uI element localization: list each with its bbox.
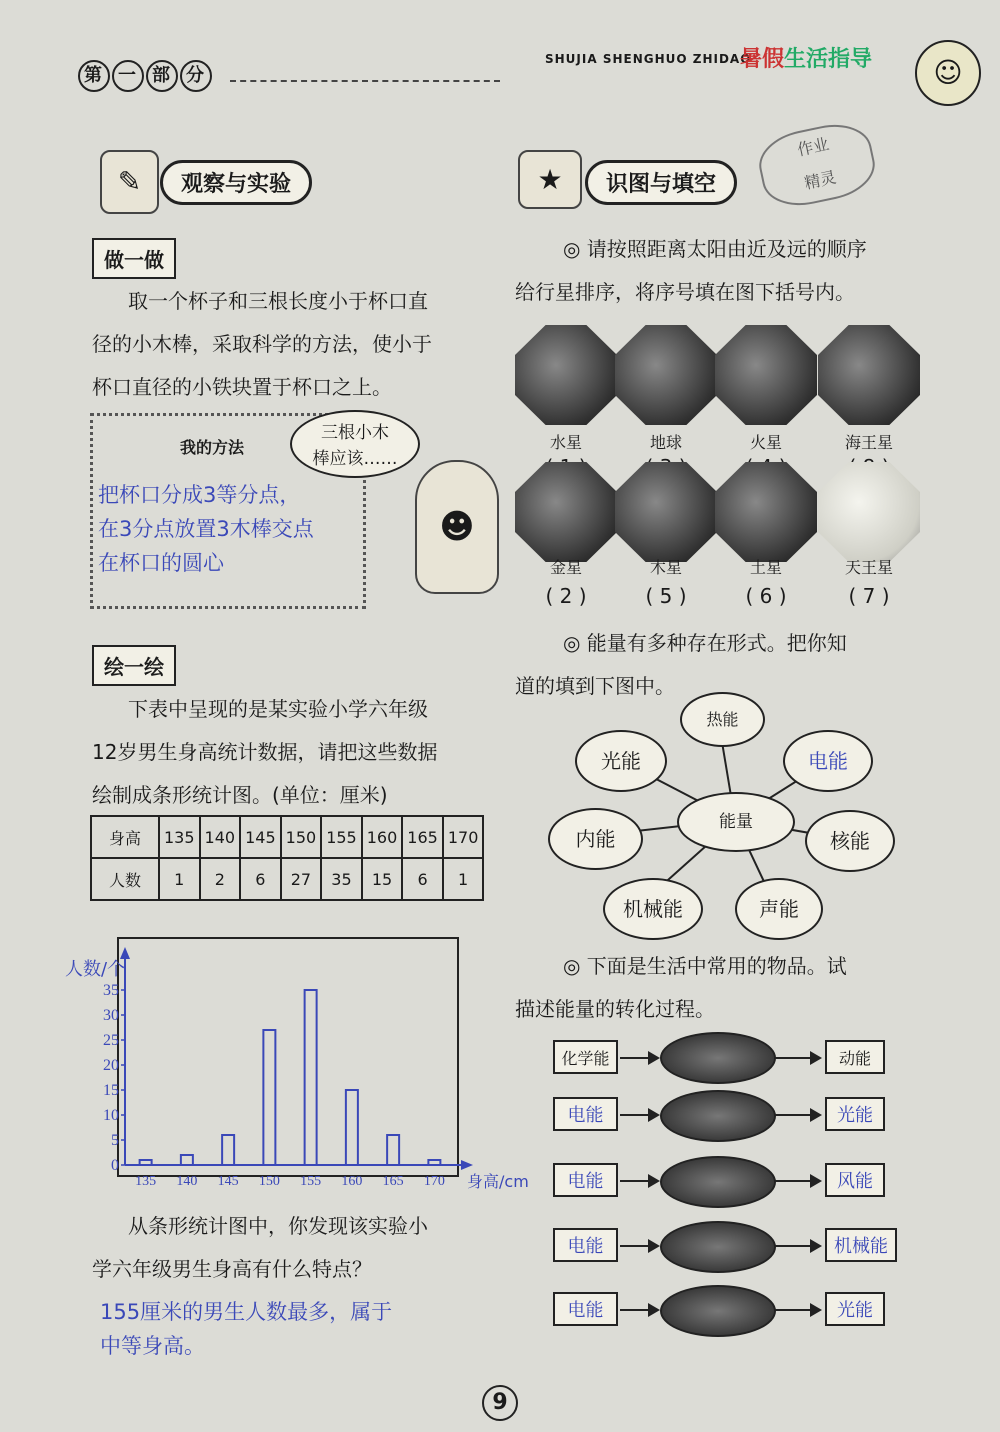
arrow-icon: [620, 1057, 658, 1059]
q3-text: ◎ 下面是生活中常用的物品。试 描述能量的转化过程。: [515, 954, 847, 1021]
table-row: [91, 858, 483, 900]
table-cell: 150: [281, 816, 322, 858]
chart-bar: [181, 1155, 193, 1165]
planet-name: 火星: [749, 433, 782, 452]
chart-bar: [222, 1135, 234, 1165]
chart-y-arrow-icon: [120, 947, 130, 959]
student-figure-icon: ✎: [100, 150, 159, 214]
section-title-right: 识图与填空: [585, 160, 737, 205]
arrow-icon: [775, 1309, 820, 1311]
arrow-icon: [620, 1245, 658, 1247]
speech-bubble: 三根小木 棒应该……: [290, 410, 420, 478]
table-cell: 160: [362, 816, 403, 858]
header-brand: [740, 42, 872, 73]
conversion-source: 电能: [553, 1228, 618, 1262]
header-divider: [230, 80, 500, 82]
electric-bike-icon: [660, 1221, 776, 1273]
chart-y-tick-label: 15: [103, 1082, 119, 1099]
planet-name: 金星: [549, 558, 582, 577]
table-cell: 170: [443, 816, 484, 858]
table-cell: 1: [443, 858, 484, 900]
chart-y-tick-label: 25: [103, 1032, 119, 1049]
energy-node: 内能: [548, 808, 643, 870]
planet-order: ( 5 ): [645, 584, 687, 608]
planet-name: 木星: [649, 558, 682, 577]
planet-name: 水星: [549, 433, 582, 452]
conversion-source: 化学能: [553, 1040, 618, 1074]
energy-node: 核能: [805, 810, 895, 872]
table-cell: 15: [362, 858, 403, 900]
answer-text: 155厘米的男生人数最多，属于 中等身高。: [100, 1300, 393, 1358]
chart-frame: [118, 938, 458, 1176]
chart-bar: [387, 1135, 399, 1165]
chart-x-tick-label: 140: [176, 1174, 198, 1189]
arrow-icon: [620, 1180, 658, 1182]
header-pinyin: SHUJIA SHENGHUO ZHIDAO: [545, 52, 752, 66]
chart-y-tick-label: 0: [111, 1157, 119, 1174]
chart-bar: [346, 1090, 358, 1165]
method-answer: 把杯口分成3等分点， 在3分点放置3木棒交点 在杯口的圆心: [98, 483, 314, 575]
chart-y-tick-label: 30: [103, 1007, 119, 1024]
table-cell: 35: [321, 858, 362, 900]
television-icon: [660, 1285, 776, 1337]
do-title: 做一做: [92, 238, 176, 279]
conversion-target: 动能: [825, 1040, 885, 1074]
table-cell: 27: [281, 858, 322, 900]
boy-cartoon-icon: ☻: [415, 460, 499, 594]
chart-x-tick-label: 135: [135, 1174, 157, 1189]
chart-y-tick-label: 35: [103, 982, 119, 999]
chart-bar: [140, 1160, 152, 1165]
hair-dryer-icon: [660, 1156, 776, 1208]
q1-text: ◎ 请按照距离太阳由近及远的顺序 给行星排序，将序号填在图下括号内。: [515, 237, 867, 304]
draw-text: 下表中呈现的是某实验小学六年级 12岁男生身高统计数据，请把这些数据 绘制成条形统计图。(单位：厘米): [92, 697, 438, 807]
planet-mercury-icon: [515, 325, 617, 425]
reader-figure-icon: ★: [518, 150, 582, 209]
conversion-target: 光能: [825, 1097, 885, 1131]
planet-name: 天王星: [844, 558, 893, 577]
table-cell: 145: [240, 816, 281, 858]
planet-name: 地球: [649, 433, 682, 452]
table-cell: 140: [200, 816, 241, 858]
arrow-icon: [620, 1309, 658, 1311]
table-cell: 6: [240, 858, 281, 900]
chart-x-arrow-icon: [461, 1160, 473, 1170]
chart-bar: [305, 990, 317, 1165]
conversion-target: 光能: [825, 1292, 885, 1326]
conversion-source: 电能: [553, 1163, 618, 1197]
energy-node: 电能: [783, 730, 873, 792]
planet-mars-icon: [715, 325, 817, 425]
homework-stamp: 作业 精灵: [754, 117, 881, 213]
part-label: 第 一 部 分: [78, 60, 214, 92]
planet-order: ( 6 ): [745, 584, 787, 608]
table-cell: 165: [402, 816, 443, 858]
motorcycle-icon: [660, 1032, 776, 1084]
page-number: 9: [470, 1385, 530, 1421]
method-label: 我的方法: [180, 438, 245, 457]
arrow-icon: [775, 1114, 820, 1116]
chart-bar: [428, 1160, 440, 1165]
conversion-target: 机械能: [825, 1228, 897, 1262]
table-cell: 6: [402, 858, 443, 900]
section-title-left: 观察与实验: [160, 160, 312, 205]
arrow-icon: [620, 1114, 658, 1116]
planet-name: 土星: [749, 558, 782, 577]
do-text: 取一个杯子和三根长度小于杯口直 径的小木棒，采取科学的方法，使小于 杯口直径的小铁块置于杯口之上。: [92, 289, 432, 399]
chart-y-tick-label: 10: [103, 1107, 119, 1124]
height-table: [90, 815, 484, 901]
lamp-icon: [660, 1090, 776, 1142]
q2-text: ◎ 能量有多种存在形式。把你知 道的填到下图中。: [515, 631, 847, 698]
energy-node: 光能: [575, 730, 667, 792]
planet-name: 海王星: [844, 433, 893, 452]
chart-y-tick-label: 20: [103, 1057, 119, 1074]
conversion-source: 电能: [553, 1097, 618, 1131]
sun-face-icon: ☺: [915, 40, 981, 106]
chart-x-tick-label: 145: [217, 1174, 239, 1189]
planet-neptune-icon: [818, 325, 920, 425]
chart-x-tick-label: 150: [258, 1174, 280, 1189]
brand-part-b: 生活指导: [784, 47, 873, 72]
chart-y-label: 人数/个: [65, 959, 126, 980]
brand-part-a: 暑假: [740, 47, 785, 72]
draw-title: 绘一绘: [92, 645, 176, 686]
chart-x-tick-label: 160: [341, 1174, 363, 1189]
arrow-icon: [775, 1057, 820, 1059]
arrow-icon: [775, 1245, 820, 1247]
chart-x-label: 身高/cm: [467, 1172, 529, 1191]
chart-x-tick-label: 170: [423, 1174, 445, 1189]
arrow-icon: [775, 1180, 820, 1182]
conversion-source: 电能: [553, 1292, 618, 1326]
conversion-target: 风能: [825, 1163, 885, 1197]
energy-node: 机械能: [603, 878, 703, 940]
planet-earth-icon: [615, 325, 717, 425]
chart-x-tick-label: 165: [382, 1174, 404, 1189]
chart-x-tick-label: 155: [300, 1174, 322, 1189]
planet-order: ( 7 ): [848, 584, 890, 608]
chart-y-tick-label: 5: [111, 1132, 119, 1149]
height-bar-chart: [60, 930, 540, 1200]
energy-node-heat: 热能: [680, 692, 765, 747]
planet-order: ( 2 ): [545, 584, 587, 608]
table-cell: 135: [159, 816, 200, 858]
table-header-cell: 身高: [91, 816, 159, 858]
question-text: 从条形统计图中，你发现该实验小 学六年级男生身高有什么特点？: [92, 1214, 428, 1281]
table-row: [91, 816, 483, 858]
chart-bar: [263, 1030, 275, 1165]
table-cell: 2: [200, 858, 241, 900]
table-header-cell: 人数: [91, 858, 159, 900]
table-cell: 155: [321, 816, 362, 858]
table-cell: 1: [159, 858, 200, 900]
energy-center-node: 能量: [677, 792, 795, 852]
energy-node: 声能: [735, 878, 823, 940]
